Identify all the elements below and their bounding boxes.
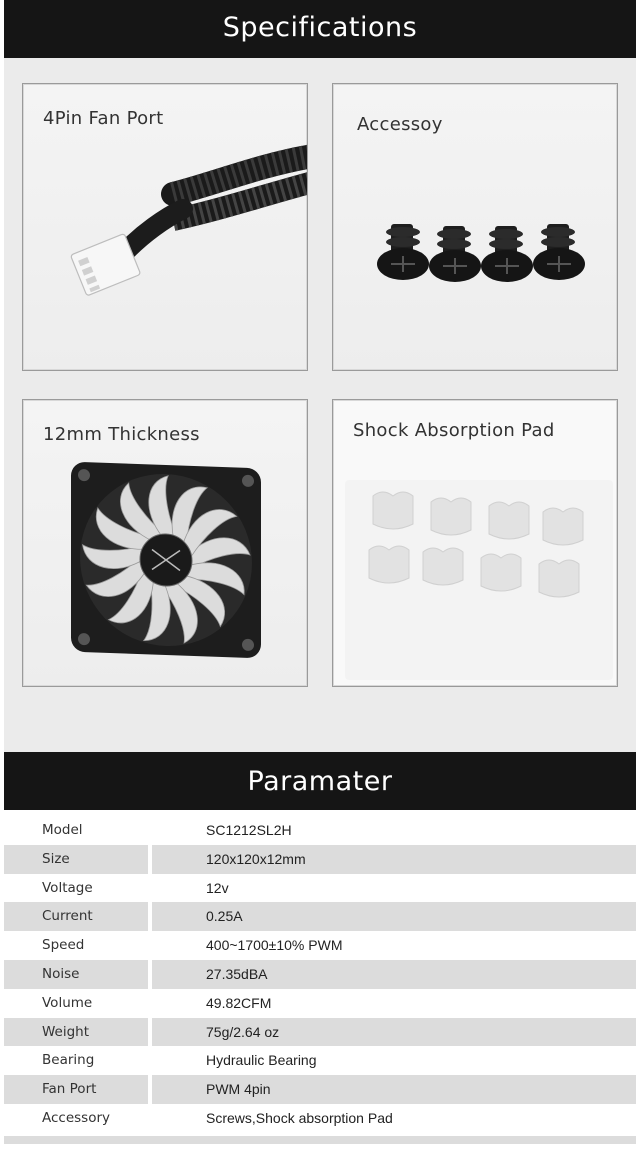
card-thickness-label: 12mm Thickness: [43, 424, 200, 445]
specifications-header: [4, 0, 636, 58]
param-value: 400~1700±10% PWM: [206, 937, 343, 954]
param-value: Hydraulic Bearing: [206, 1052, 317, 1069]
param-value: 120x120x12mm: [206, 850, 306, 867]
screw-icon: [429, 226, 481, 282]
table-row: [4, 931, 636, 960]
table-divider: [4, 1136, 636, 1144]
param-key: Fan Port: [42, 1081, 97, 1098]
card-fan-port-label: 4Pin Fan Port: [43, 108, 164, 129]
param-key: Speed: [42, 937, 85, 954]
param-key: Accessory: [42, 1109, 111, 1126]
parameter-header: [4, 752, 636, 810]
card-absorption-pad: [332, 399, 618, 687]
table-row: [4, 816, 636, 845]
card-accessory-label: Accessoy: [357, 114, 443, 135]
param-key: Voltage: [42, 879, 93, 896]
param-key: Volume: [42, 994, 93, 1011]
param-key: Size: [42, 850, 70, 867]
param-key: Bearing: [42, 1052, 95, 1069]
param-key: Model: [42, 822, 83, 838]
card-accessory: [332, 83, 618, 371]
param-key: Current: [42, 908, 93, 925]
specifications-panel: [4, 58, 636, 752]
param-value: 12v: [206, 879, 229, 896]
screw-icon: [377, 224, 429, 280]
param-key: Weight: [42, 1023, 90, 1040]
param-value: 0.25A: [206, 908, 243, 925]
table-row: [4, 874, 636, 903]
table-row: [4, 1104, 636, 1133]
card-fan-port: [22, 83, 308, 371]
table-row: [4, 960, 636, 989]
table-row: [4, 1018, 636, 1047]
table-row: [4, 1075, 636, 1104]
table-row: [4, 989, 636, 1018]
card-thickness: [22, 399, 308, 687]
param-value: 75g/2.64 oz: [206, 1023, 280, 1040]
screw-icon: [533, 224, 585, 280]
param-value: PWM 4pin: [206, 1081, 271, 1098]
specifications-title: Specifications: [222, 12, 418, 43]
parameter-title: Paramater: [247, 766, 393, 797]
table-row: [4, 902, 636, 931]
parameter-table: [4, 816, 636, 1133]
param-value: 49.82CFM: [206, 994, 272, 1011]
table-row: [4, 845, 636, 874]
screw-icon: [481, 226, 533, 282]
param-key: Noise: [42, 965, 80, 982]
param-value: Screws,Shock absorption Pad: [206, 1109, 393, 1126]
card-absorption-pad-label: Shock Absorption Pad: [353, 420, 555, 441]
param-value: 27.35dBA: [206, 965, 268, 982]
table-row: [4, 1046, 636, 1075]
absorption-pads-image: [333, 400, 618, 687]
param-value: SC1212SL2H: [206, 822, 292, 838]
